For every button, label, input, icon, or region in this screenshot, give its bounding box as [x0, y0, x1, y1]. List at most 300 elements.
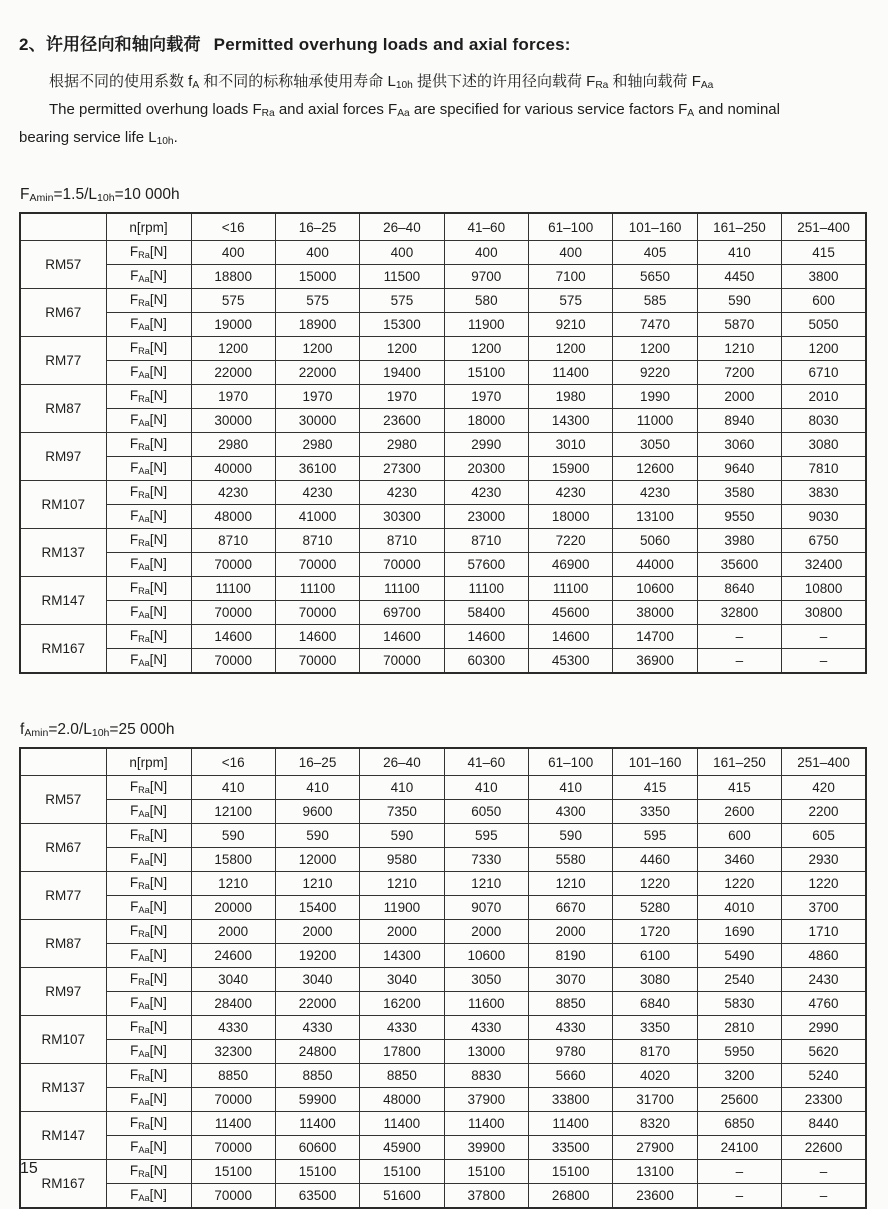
value-cell: 63500	[275, 1184, 359, 1209]
value-cell: 1200	[613, 337, 697, 361]
value-cell: 40000	[191, 457, 275, 481]
value-cell: 8640	[697, 577, 781, 601]
text-segment: F	[129, 1019, 139, 1034]
value-cell: 2810	[697, 1016, 781, 1040]
value-cell: 20300	[444, 457, 528, 481]
value-cell: 420	[782, 776, 866, 800]
value-cell: 400	[529, 241, 613, 265]
value-cell: 27300	[360, 457, 444, 481]
model-cell: RM77	[20, 872, 106, 920]
value-cell: 3830	[782, 481, 866, 505]
value-cell: 3040	[191, 968, 275, 992]
value-cell: 2540	[697, 968, 781, 992]
value-cell: 4300	[529, 800, 613, 824]
value-cell: 30000	[191, 409, 275, 433]
header-row	[20, 213, 866, 241]
fra-label-cell	[106, 577, 191, 601]
value-cell: 4010	[697, 896, 781, 920]
subscript-text: Aa	[138, 808, 150, 819]
text-segment: [N]	[149, 412, 167, 427]
column-header: 161–250	[697, 748, 781, 776]
column-header: n[rpm]	[106, 213, 191, 241]
subscript-text: Ra	[138, 345, 150, 356]
faa-label-cell	[106, 313, 191, 337]
value-cell: 1200	[360, 337, 444, 361]
value-cell: 23000	[444, 505, 528, 529]
value-cell: 600	[782, 289, 866, 313]
text-segment: [N]	[149, 604, 167, 619]
value-cell: 3050	[613, 433, 697, 457]
value-cell: 19200	[275, 944, 359, 968]
value-cell: 4330	[444, 1016, 528, 1040]
value-cell: 4330	[529, 1016, 613, 1040]
value-cell: 11400	[529, 361, 613, 385]
value-cell: 1980	[529, 385, 613, 409]
text-segment: [N]	[149, 971, 168, 986]
value-cell: 70000	[191, 601, 275, 625]
column-header: 61–100	[529, 748, 613, 776]
value-cell: 580	[444, 289, 528, 313]
text-segment: =10 000h	[114, 186, 180, 203]
table-section-1	[19, 186, 869, 674]
value-cell: 20000	[191, 896, 275, 920]
text-segment: The permitted overhung loads F	[49, 101, 262, 118]
value-cell: 8850	[191, 1064, 275, 1088]
value-cell: 69700	[360, 601, 444, 625]
value-cell: 11400	[360, 1112, 444, 1136]
value-cell: 70000	[191, 1184, 275, 1209]
table-row-faa	[20, 265, 866, 289]
text-segment: [N]	[149, 508, 167, 523]
model-cell: RM147	[20, 577, 106, 625]
value-cell: 8710	[191, 529, 275, 553]
value-cell: 4330	[191, 1016, 275, 1040]
model-cell: RM87	[20, 920, 106, 968]
value-cell: 3060	[697, 433, 781, 457]
text-segment: 根据不同的使用系数 f	[49, 73, 193, 90]
text-segment: [N]	[149, 652, 167, 667]
subscript-text: Ra	[138, 441, 150, 452]
value-cell: 8830	[444, 1064, 528, 1088]
value-cell: 5060	[613, 529, 697, 553]
table-row-fra	[20, 776, 866, 800]
value-cell: 33800	[529, 1088, 613, 1112]
value-cell: –	[697, 1184, 781, 1209]
value-cell: 10600	[613, 577, 697, 601]
value-cell: 9030	[782, 505, 866, 529]
value-cell: 3700	[782, 896, 866, 920]
value-cell: 11500	[360, 265, 444, 289]
text-segment: [N]	[149, 1091, 167, 1106]
value-cell: 32400	[782, 553, 866, 577]
value-cell: 7100	[529, 265, 613, 289]
model-cell: RM77	[20, 337, 106, 385]
subscript-text: Ra	[138, 1120, 150, 1131]
value-cell: 5580	[529, 848, 613, 872]
text-segment: F	[129, 779, 139, 794]
intro-paragraph-en-line1	[19, 97, 869, 125]
faa-label-cell	[106, 1184, 191, 1209]
value-cell: 13000	[444, 1040, 528, 1064]
value-cell: –	[782, 1160, 866, 1184]
table-row-fra	[20, 529, 866, 553]
value-cell: 4230	[191, 481, 275, 505]
value-cell: 7350	[360, 800, 444, 824]
value-cell: 575	[529, 289, 613, 313]
text-segment: [N]	[149, 580, 168, 595]
value-cell: 16200	[360, 992, 444, 1016]
value-cell: 3010	[529, 433, 613, 457]
intro-paragraph-en-line2	[19, 125, 869, 153]
model-cell: RM137	[20, 1064, 106, 1112]
value-cell: –	[697, 649, 781, 674]
value-cell: 33500	[529, 1136, 613, 1160]
text-segment: F	[130, 899, 139, 914]
value-cell: 7220	[529, 529, 613, 553]
value-cell: 18000	[529, 505, 613, 529]
subscript-text: Aa	[138, 273, 150, 284]
value-cell: 1220	[697, 872, 781, 896]
value-cell: 6750	[782, 529, 866, 553]
value-cell: 58400	[444, 601, 528, 625]
value-cell: 595	[444, 824, 528, 848]
fra-label-cell	[106, 529, 191, 553]
table-row-faa	[20, 601, 866, 625]
text-segment: F	[129, 1115, 139, 1130]
value-cell: 3050	[444, 968, 528, 992]
table-row-fra	[20, 1016, 866, 1040]
value-cell: 8850	[529, 992, 613, 1016]
subscript-text: A	[687, 107, 695, 119]
text-segment: F	[130, 508, 139, 523]
text-segment: [N]	[149, 628, 168, 643]
value-cell: 585	[613, 289, 697, 313]
faa-label-cell	[106, 457, 191, 481]
text-segment: [N]	[149, 995, 167, 1010]
value-cell: 5280	[613, 896, 697, 920]
value-cell: 70000	[360, 553, 444, 577]
text-segment: F	[130, 316, 139, 331]
value-cell: 11100	[275, 577, 359, 601]
value-cell: 9220	[613, 361, 697, 385]
table-row-faa	[20, 992, 866, 1016]
value-cell: 575	[275, 289, 359, 313]
faa-label-cell	[106, 992, 191, 1016]
value-cell: 400	[275, 241, 359, 265]
value-cell: 2000	[360, 920, 444, 944]
text-segment: =2.0/L	[48, 721, 92, 738]
value-cell: 590	[360, 824, 444, 848]
value-cell: 11900	[360, 896, 444, 920]
value-cell: 70000	[191, 1088, 275, 1112]
column-header: 61–100	[529, 213, 613, 241]
text-segment: [N]	[149, 875, 168, 890]
model-cell: RM107	[20, 1016, 106, 1064]
value-cell: 2000	[275, 920, 359, 944]
subscript-text: Aa	[138, 904, 150, 915]
table-row-faa	[20, 800, 866, 824]
subscript-text: Ra	[138, 537, 150, 548]
text-segment: bearing service life L	[19, 129, 157, 146]
text-segment: F	[129, 875, 139, 890]
subscript-text: Aa	[138, 1144, 150, 1155]
value-cell: 11100	[360, 577, 444, 601]
load-table-1	[19, 212, 867, 674]
value-cell: 24800	[275, 1040, 359, 1064]
value-cell: 18000	[444, 409, 528, 433]
column-header: 41–60	[444, 748, 528, 776]
model-cell: RM137	[20, 529, 106, 577]
value-cell: 7810	[782, 457, 866, 481]
table-2-caption	[20, 721, 869, 739]
value-cell: 36100	[275, 457, 359, 481]
value-cell: 3070	[529, 968, 613, 992]
value-cell: 1690	[697, 920, 781, 944]
model-cell: RM107	[20, 481, 106, 529]
value-cell: 45300	[529, 649, 613, 674]
value-cell: 22000	[191, 361, 275, 385]
faa-label-cell	[106, 1040, 191, 1064]
text-segment: [N]	[149, 803, 167, 818]
value-cell: 15400	[275, 896, 359, 920]
value-cell: 32800	[697, 601, 781, 625]
blank-header-cell	[20, 213, 106, 241]
table-row-fra	[20, 1112, 866, 1136]
value-cell: 9210	[529, 313, 613, 337]
fra-label-cell	[106, 625, 191, 649]
header-row	[20, 748, 866, 776]
value-cell: 9550	[697, 505, 781, 529]
value-cell: 9780	[529, 1040, 613, 1064]
value-cell: 4760	[782, 992, 866, 1016]
value-cell: 23600	[360, 409, 444, 433]
faa-label-cell	[106, 553, 191, 577]
subscript-text: Ra	[138, 976, 150, 987]
fra-label-cell	[106, 241, 191, 265]
text-segment: F	[130, 412, 139, 427]
value-cell: 3580	[697, 481, 781, 505]
value-cell: 1210	[529, 872, 613, 896]
text-segment: F	[130, 268, 139, 283]
value-cell: 37800	[444, 1184, 528, 1209]
value-cell: 3200	[697, 1064, 781, 1088]
value-cell: 8170	[613, 1040, 697, 1064]
text-segment: [N]	[149, 292, 168, 307]
value-cell: 48000	[191, 505, 275, 529]
subscript-text: Aa	[138, 952, 150, 963]
column-header: 41–60	[444, 213, 528, 241]
value-cell: 3080	[782, 433, 866, 457]
table-row-faa	[20, 1184, 866, 1209]
model-cell: RM67	[20, 824, 106, 872]
text-segment: [N]	[149, 1043, 167, 1058]
subscript-text: Aa	[138, 1000, 150, 1011]
faa-label-cell	[106, 1088, 191, 1112]
table-row-faa	[20, 505, 866, 529]
subscript-text: Ra	[138, 393, 150, 404]
value-cell: 11100	[191, 577, 275, 601]
value-cell: 3080	[613, 968, 697, 992]
value-cell: 7470	[613, 313, 697, 337]
value-cell: 70000	[191, 553, 275, 577]
table-row-faa	[20, 1040, 866, 1064]
text-segment: F	[130, 851, 139, 866]
value-cell: 11100	[444, 577, 528, 601]
value-cell: 60600	[275, 1136, 359, 1160]
subscript-text: Aa	[138, 1096, 150, 1107]
value-cell: 24600	[191, 944, 275, 968]
value-cell: 5830	[697, 992, 781, 1016]
value-cell: 22600	[782, 1136, 866, 1160]
value-cell: 14600	[529, 625, 613, 649]
intro-paragraph-zh	[19, 69, 869, 97]
value-cell: 590	[191, 824, 275, 848]
value-cell: 9700	[444, 265, 528, 289]
value-cell: –	[782, 625, 866, 649]
value-cell: 18800	[191, 265, 275, 289]
subscript-text: Aa	[138, 321, 150, 332]
subscript-text: Aa	[138, 856, 150, 867]
text-segment: and nominal	[694, 101, 780, 118]
subscript-text: Aa	[138, 513, 150, 524]
text-segment: .	[173, 129, 178, 146]
column-header: <16	[191, 748, 275, 776]
subscript-text: Aa	[138, 465, 150, 476]
column-header: 26–40	[360, 213, 444, 241]
model-cell: RM57	[20, 241, 106, 289]
value-cell: 14300	[360, 944, 444, 968]
text-segment: are specified for various service factors F	[409, 101, 688, 118]
value-cell: 13100	[613, 1160, 697, 1184]
faa-label-cell	[106, 896, 191, 920]
text-segment: [N]	[149, 1139, 167, 1154]
value-cell: 6670	[529, 896, 613, 920]
text-segment: F	[129, 1067, 139, 1082]
text-segment: [N]	[149, 1187, 167, 1202]
fra-label-cell	[106, 1016, 191, 1040]
value-cell: 600	[697, 824, 781, 848]
text-segment: [N]	[149, 484, 168, 499]
value-cell: 70000	[275, 601, 359, 625]
value-cell: 19000	[191, 313, 275, 337]
text-segment: [N]	[149, 899, 167, 914]
subscript-text: Ra	[138, 633, 150, 644]
subscript-text: A	[192, 79, 200, 91]
table-row-fra	[20, 872, 866, 896]
value-cell: 2000	[697, 385, 781, 409]
column-header: 251–400	[782, 213, 866, 241]
model-cell: RM97	[20, 968, 106, 1016]
value-cell: 15800	[191, 848, 275, 872]
table-row-faa	[20, 1088, 866, 1112]
value-cell: 26800	[529, 1184, 613, 1209]
subscript-text: Ra	[261, 107, 275, 119]
page-title-en: Permitted overhung loads and axial forces:	[213, 35, 571, 54]
value-cell: 10600	[444, 944, 528, 968]
table-row-fra	[20, 241, 866, 265]
value-cell: 410	[275, 776, 359, 800]
value-cell: 15100	[360, 1160, 444, 1184]
value-cell: 575	[360, 289, 444, 313]
value-cell: 32300	[191, 1040, 275, 1064]
value-cell: 38000	[613, 601, 697, 625]
value-cell: 19400	[360, 361, 444, 385]
value-cell: 410	[360, 776, 444, 800]
text-segment: [N]	[149, 436, 168, 451]
value-cell: 15900	[529, 457, 613, 481]
fra-label-cell	[106, 337, 191, 361]
value-cell: 2010	[782, 385, 866, 409]
value-cell: 23300	[782, 1088, 866, 1112]
value-cell: 70000	[191, 1136, 275, 1160]
fra-label-cell	[106, 1064, 191, 1088]
value-cell: 4330	[275, 1016, 359, 1040]
text-segment: F	[130, 1187, 139, 1202]
text-segment: 和轴向载荷 F	[608, 73, 701, 90]
value-cell: 5950	[697, 1040, 781, 1064]
subscript-text: Ra	[138, 249, 150, 260]
value-cell: 5490	[697, 944, 781, 968]
fra-label-cell	[106, 776, 191, 800]
value-cell: 37900	[444, 1088, 528, 1112]
value-cell: 70000	[360, 649, 444, 674]
value-cell: 11400	[444, 1112, 528, 1136]
value-cell: 1210	[360, 872, 444, 896]
value-cell: 1970	[191, 385, 275, 409]
value-cell: 15100	[191, 1160, 275, 1184]
value-cell: 70000	[275, 649, 359, 674]
faa-label-cell	[106, 1136, 191, 1160]
subscript-text: Ra	[138, 585, 150, 596]
value-cell: 15000	[275, 265, 359, 289]
value-cell: 13100	[613, 505, 697, 529]
value-cell: 70000	[275, 553, 359, 577]
column-header: 16–25	[275, 213, 359, 241]
table-1-caption	[20, 186, 869, 204]
value-cell: 1210	[275, 872, 359, 896]
value-cell: 4230	[613, 481, 697, 505]
text-segment: [N]	[149, 1067, 168, 1082]
fra-label-cell	[106, 289, 191, 313]
value-cell: 18900	[275, 313, 359, 337]
subscript-text: Aa	[138, 369, 150, 380]
value-cell: 3350	[613, 1016, 697, 1040]
text-segment: [N]	[149, 1115, 168, 1130]
value-cell: 400	[360, 241, 444, 265]
value-cell: 2980	[275, 433, 359, 457]
value-cell: 3040	[360, 968, 444, 992]
value-cell: 57600	[444, 553, 528, 577]
value-cell: 14300	[529, 409, 613, 433]
value-cell: 23600	[613, 1184, 697, 1209]
text-segment: F	[130, 1043, 139, 1058]
value-cell: 1220	[613, 872, 697, 896]
table-row-fra	[20, 577, 866, 601]
value-cell: 590	[529, 824, 613, 848]
text-segment: F	[129, 388, 139, 403]
table-row-fra	[20, 1064, 866, 1088]
value-cell: 400	[444, 241, 528, 265]
value-cell: 14600	[360, 625, 444, 649]
table-row-faa	[20, 553, 866, 577]
subscript-text: Ra	[138, 489, 150, 500]
value-cell: 9640	[697, 457, 781, 481]
page-title-zh: 2、许用径向和轴向载荷	[19, 35, 201, 54]
fra-label-cell	[106, 433, 191, 457]
faa-label-cell	[106, 601, 191, 625]
faa-label-cell	[106, 361, 191, 385]
value-cell: 22000	[275, 992, 359, 1016]
